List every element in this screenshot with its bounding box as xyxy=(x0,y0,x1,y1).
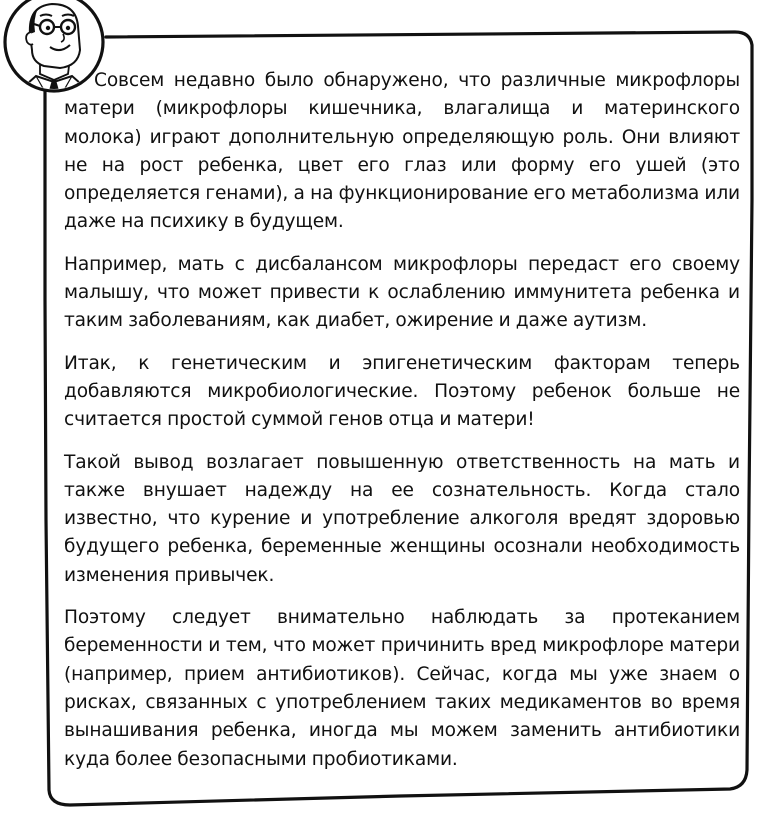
paragraph-4: Такой вывод возлагает повышенную ответственность на мать и также внушает надежду на ее сознательность. Когда стало известно, что курение и употребление алкоголя вредят здоровью будущего ребенка, беременные женщины осознали необходимость изменения привычек. xyxy=(64,451,740,586)
paragraph-5: Поэтому следует внимательно наблюдать за протеканием беременности и тем, что может причинить вред микрофлоре матери (например, прием антибиотиков). Сейчас, когда мы уже знаем о рисках, связанных с употреблением таких медикаментов во время вынашивания ребенка, иногда мы можем заменить антибиотики куда более безопасными пробиотиками. xyxy=(64,607,740,770)
paragraph-3: Итак, к генетическим и эпигенетическим факторам теперь добавляются микробиологические. Поэтому ребенок больше не считается простой суммой генов отца и матери! xyxy=(64,352,740,431)
document-body xyxy=(64,67,740,788)
paragraph-2: Например, мать с дисбалансом микрофлоры передаст его своему малышу, что может привести к ослаблению иммунитета ребенка и таким заболеваниям, как диабет, ожирение и даже аутизм. xyxy=(64,253,740,332)
paragraph-1: Совсем недавно было обнаружено, что различные микрофлоры матери (микрофлоры кишечника, влагалища и материнского молока) играют дополнительную определяющую роль. Они влияют не на рост ребенка, цвет его глаз или форму его ушей (это определяется генами), а на функционирование его метаболизма или даже на психику в будущем. xyxy=(64,70,740,233)
